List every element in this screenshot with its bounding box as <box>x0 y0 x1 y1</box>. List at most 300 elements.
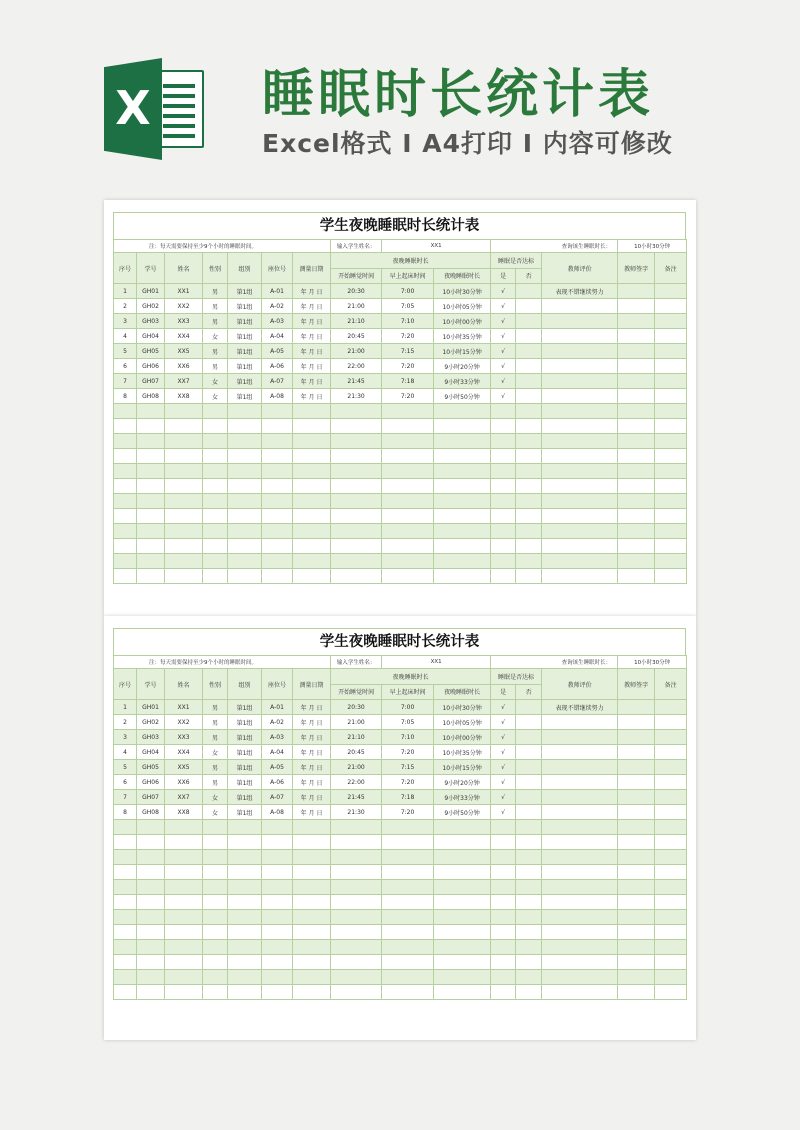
cell-duration[interactable]: 10小时15分钟 <box>434 760 491 775</box>
cell-no[interactable]: 4 <box>114 329 137 344</box>
cell-remark[interactable] <box>655 404 687 419</box>
cell-name[interactable] <box>165 910 203 925</box>
cell-no[interactable]: 7 <box>114 374 137 389</box>
cell-duration[interactable] <box>434 404 491 419</box>
cell-yes[interactable] <box>491 925 516 940</box>
cell-group[interactable] <box>228 419 262 434</box>
cell-duration[interactable] <box>434 524 491 539</box>
cell-date[interactable] <box>293 880 331 895</box>
cell-wake[interactable] <box>382 895 434 910</box>
cell-wake[interactable] <box>382 880 434 895</box>
cell-date[interactable] <box>293 464 331 479</box>
cell-remark[interactable] <box>655 970 687 985</box>
cell-duration[interactable] <box>434 434 491 449</box>
cell-seat[interactable]: A-02 <box>262 715 293 730</box>
cell-id[interactable] <box>137 835 165 850</box>
cell-wake[interactable] <box>382 554 434 569</box>
cell-seat[interactable] <box>262 404 293 419</box>
cell-date[interactable] <box>293 479 331 494</box>
cell-remark[interactable] <box>655 700 687 715</box>
cell-no[interactable]: 6 <box>114 775 137 790</box>
cell-group[interactable] <box>228 449 262 464</box>
cell-remark[interactable] <box>655 985 687 1000</box>
cell-date[interactable] <box>293 494 331 509</box>
cell-duration[interactable] <box>434 940 491 955</box>
cell-gender[interactable] <box>203 820 228 835</box>
cell-eval[interactable] <box>542 449 618 464</box>
cell-wake[interactable]: 7:15 <box>382 760 434 775</box>
cell-yes[interactable] <box>491 494 516 509</box>
cell-gender[interactable] <box>203 419 228 434</box>
cell-eval[interactable] <box>542 970 618 985</box>
cell-group[interactable]: 第1组 <box>228 359 262 374</box>
cell-eval[interactable] <box>542 434 618 449</box>
cell-group[interactable]: 第1组 <box>228 730 262 745</box>
cell-sign[interactable] <box>618 479 655 494</box>
cell-duration[interactable]: 9小时20分钟 <box>434 775 491 790</box>
cell-gender[interactable] <box>203 524 228 539</box>
cell-eval[interactable] <box>542 925 618 940</box>
cell-gender[interactable] <box>203 434 228 449</box>
cell-sign[interactable] <box>618 775 655 790</box>
cell-sign[interactable] <box>618 745 655 760</box>
cell-duration[interactable] <box>434 820 491 835</box>
cell-remark[interactable] <box>655 850 687 865</box>
cell-sign[interactable] <box>618 835 655 850</box>
cell-name[interactable] <box>165 494 203 509</box>
cell-duration[interactable] <box>434 850 491 865</box>
cell-yes[interactable]: √ <box>491 745 516 760</box>
cell-date[interactable]: 年 月 日 <box>293 359 331 374</box>
cell-start[interactable] <box>331 404 382 419</box>
cell-gender[interactable]: 女 <box>203 374 228 389</box>
cell-start[interactable] <box>331 479 382 494</box>
cell-yes[interactable] <box>491 835 516 850</box>
cell-no[interactable] <box>114 925 137 940</box>
cell-id[interactable] <box>137 985 165 1000</box>
cell-group[interactable]: 第1组 <box>228 314 262 329</box>
cell-yes[interactable] <box>491 970 516 985</box>
cell-remark[interactable] <box>655 745 687 760</box>
cell-sign[interactable] <box>618 284 655 299</box>
cell-wake[interactable] <box>382 524 434 539</box>
cell-name[interactable]: XX4 <box>165 745 203 760</box>
cell-sign[interactable] <box>618 404 655 419</box>
cell-group[interactable]: 第1组 <box>228 745 262 760</box>
cell-id[interactable] <box>137 404 165 419</box>
cell-id[interactable] <box>137 569 165 584</box>
cell-no2[interactable] <box>516 389 542 404</box>
cell-no[interactable] <box>114 494 137 509</box>
cell-gender[interactable]: 男 <box>203 715 228 730</box>
cell-sign[interactable] <box>618 970 655 985</box>
cell-no[interactable]: 2 <box>114 299 137 314</box>
cell-date[interactable]: 年 月 日 <box>293 314 331 329</box>
cell-duration[interactable]: 10小时05分钟 <box>434 715 491 730</box>
cell-seat[interactable] <box>262 955 293 970</box>
cell-name[interactable]: XX2 <box>165 715 203 730</box>
cell-yes[interactable] <box>491 434 516 449</box>
cell-no[interactable] <box>114 509 137 524</box>
cell-sign[interactable] <box>618 925 655 940</box>
cell-eval[interactable] <box>542 404 618 419</box>
cell-duration[interactable] <box>434 464 491 479</box>
cell-wake[interactable] <box>382 835 434 850</box>
cell-group[interactable]: 第1组 <box>228 329 262 344</box>
cell-no2[interactable] <box>516 464 542 479</box>
cell-no[interactable] <box>114 835 137 850</box>
cell-id[interactable] <box>137 820 165 835</box>
cell-no2[interactable] <box>516 745 542 760</box>
cell-start[interactable] <box>331 509 382 524</box>
cell-start[interactable] <box>331 925 382 940</box>
cell-wake[interactable]: 7:10 <box>382 314 434 329</box>
cell-name[interactable] <box>165 569 203 584</box>
cell-remark[interactable] <box>655 359 687 374</box>
cell-no[interactable]: 8 <box>114 389 137 404</box>
cell-name[interactable] <box>165 479 203 494</box>
cell-start[interactable]: 20:45 <box>331 329 382 344</box>
cell-eval[interactable] <box>542 985 618 1000</box>
cell-duration[interactable] <box>434 479 491 494</box>
cell-id[interactable] <box>137 850 165 865</box>
cell-name[interactable]: XX3 <box>165 730 203 745</box>
cell-sign[interactable] <box>618 569 655 584</box>
cell-group[interactable] <box>228 539 262 554</box>
cell-no2[interactable] <box>516 539 542 554</box>
cell-yes[interactable] <box>491 524 516 539</box>
cell-start[interactable] <box>331 835 382 850</box>
cell-remark[interactable] <box>655 524 687 539</box>
cell-eval[interactable] <box>542 955 618 970</box>
cell-yes[interactable]: √ <box>491 715 516 730</box>
cell-duration[interactable] <box>434 910 491 925</box>
cell-no[interactable] <box>114 524 137 539</box>
cell-no2[interactable] <box>516 299 542 314</box>
cell-no2[interactable] <box>516 895 542 910</box>
cell-eval[interactable] <box>542 880 618 895</box>
cell-eval[interactable] <box>542 464 618 479</box>
cell-start[interactable] <box>331 970 382 985</box>
cell-start[interactable] <box>331 895 382 910</box>
cell-duration[interactable]: 10小时30分钟 <box>434 284 491 299</box>
cell-seat[interactable] <box>262 539 293 554</box>
cell-eval[interactable] <box>542 760 618 775</box>
cell-yes[interactable] <box>491 479 516 494</box>
cell-date[interactable]: 年 月 日 <box>293 760 331 775</box>
cell-gender[interactable] <box>203 910 228 925</box>
cell-no2[interactable] <box>516 359 542 374</box>
cell-name[interactable] <box>165 404 203 419</box>
cell-eval[interactable] <box>542 524 618 539</box>
cell-duration[interactable] <box>434 985 491 1000</box>
cell-seat[interactable]: A-08 <box>262 805 293 820</box>
cell-wake[interactable] <box>382 509 434 524</box>
cell-no2[interactable] <box>516 790 542 805</box>
cell-name[interactable]: XX4 <box>165 329 203 344</box>
cell-no[interactable] <box>114 895 137 910</box>
cell-wake[interactable]: 7:18 <box>382 790 434 805</box>
cell-sign[interactable] <box>618 955 655 970</box>
cell-name[interactable]: XX2 <box>165 299 203 314</box>
cell-id[interactable] <box>137 509 165 524</box>
cell-remark[interactable] <box>655 284 687 299</box>
cell-seat[interactable]: A-01 <box>262 700 293 715</box>
cell-eval[interactable] <box>542 359 618 374</box>
cell-duration[interactable] <box>434 835 491 850</box>
cell-date[interactable] <box>293 404 331 419</box>
cell-sign[interactable] <box>618 895 655 910</box>
cell-gender[interactable]: 女 <box>203 790 228 805</box>
cell-gender[interactable] <box>203 835 228 850</box>
cell-id[interactable]: GH01 <box>137 700 165 715</box>
cell-eval[interactable] <box>542 715 618 730</box>
cell-gender[interactable] <box>203 404 228 419</box>
cell-sign[interactable] <box>618 760 655 775</box>
cell-date[interactable] <box>293 910 331 925</box>
cell-sign[interactable] <box>618 299 655 314</box>
cell-seat[interactable]: A-02 <box>262 299 293 314</box>
cell-name[interactable] <box>165 554 203 569</box>
cell-remark[interactable] <box>655 820 687 835</box>
cell-no[interactable] <box>114 865 137 880</box>
cell-date[interactable]: 年 月 日 <box>293 284 331 299</box>
cell-sign[interactable] <box>618 940 655 955</box>
cell-id[interactable] <box>137 554 165 569</box>
cell-gender[interactable]: 男 <box>203 359 228 374</box>
cell-seat[interactable] <box>262 820 293 835</box>
cell-wake[interactable]: 7:20 <box>382 329 434 344</box>
cell-duration[interactable]: 10小时30分钟 <box>434 700 491 715</box>
cell-gender[interactable] <box>203 955 228 970</box>
cell-sign[interactable] <box>618 805 655 820</box>
cell-eval[interactable] <box>542 374 618 389</box>
cell-name[interactable] <box>165 449 203 464</box>
cell-gender[interactable] <box>203 940 228 955</box>
cell-no[interactable] <box>114 434 137 449</box>
cell-id[interactable] <box>137 970 165 985</box>
cell-date[interactable] <box>293 835 331 850</box>
cell-start[interactable]: 21:45 <box>331 374 382 389</box>
cell-duration[interactable]: 9小时33分钟 <box>434 374 491 389</box>
cell-yes[interactable]: √ <box>491 329 516 344</box>
cell-date[interactable] <box>293 509 331 524</box>
cell-sign[interactable] <box>618 715 655 730</box>
cell-id[interactable] <box>137 940 165 955</box>
cell-no2[interactable] <box>516 970 542 985</box>
cell-remark[interactable] <box>655 494 687 509</box>
cell-sign[interactable] <box>618 494 655 509</box>
cell-gender[interactable] <box>203 985 228 1000</box>
cell-id[interactable] <box>137 910 165 925</box>
cell-start[interactable] <box>331 524 382 539</box>
cell-id[interactable]: GH01 <box>137 284 165 299</box>
cell-start[interactable]: 21:45 <box>331 790 382 805</box>
cell-remark[interactable] <box>655 344 687 359</box>
cell-eval[interactable]: 表现不错继续努力 <box>542 284 618 299</box>
cell-wake[interactable]: 7:10 <box>382 730 434 745</box>
cell-id[interactable]: GH03 <box>137 730 165 745</box>
cell-name[interactable] <box>165 850 203 865</box>
cell-wake[interactable] <box>382 404 434 419</box>
cell-gender[interactable] <box>203 569 228 584</box>
cell-start[interactable] <box>331 569 382 584</box>
cell-no2[interactable] <box>516 775 542 790</box>
cell-remark[interactable] <box>655 730 687 745</box>
cell-date[interactable] <box>293 985 331 1000</box>
cell-duration[interactable] <box>434 509 491 524</box>
cell-eval[interactable] <box>542 940 618 955</box>
cell-seat[interactable]: A-07 <box>262 374 293 389</box>
cell-name[interactable]: XX6 <box>165 775 203 790</box>
cell-eval[interactable] <box>542 314 618 329</box>
cell-gender[interactable]: 男 <box>203 344 228 359</box>
cell-seat[interactable]: A-07 <box>262 790 293 805</box>
cell-no2[interactable] <box>516 760 542 775</box>
cell-seat[interactable]: A-03 <box>262 730 293 745</box>
cell-seat[interactable]: A-01 <box>262 284 293 299</box>
cell-yes[interactable]: √ <box>491 760 516 775</box>
cell-wake[interactable] <box>382 865 434 880</box>
cell-no2[interactable] <box>516 955 542 970</box>
cell-yes[interactable] <box>491 539 516 554</box>
cell-wake[interactable]: 7:05 <box>382 715 434 730</box>
cell-no[interactable] <box>114 880 137 895</box>
cell-id[interactable] <box>137 955 165 970</box>
cell-duration[interactable]: 10小时00分钟 <box>434 314 491 329</box>
cell-group[interactable] <box>228 850 262 865</box>
cell-gender[interactable]: 女 <box>203 389 228 404</box>
cell-id[interactable] <box>137 880 165 895</box>
cell-gender[interactable]: 男 <box>203 700 228 715</box>
cell-seat[interactable]: A-05 <box>262 760 293 775</box>
cell-no[interactable] <box>114 404 137 419</box>
cell-duration[interactable] <box>434 569 491 584</box>
cell-eval[interactable] <box>542 730 618 745</box>
cell-eval[interactable] <box>542 554 618 569</box>
cell-no[interactable] <box>114 419 137 434</box>
cell-group[interactable]: 第1组 <box>228 760 262 775</box>
cell-eval[interactable] <box>542 494 618 509</box>
cell-yes[interactable]: √ <box>491 700 516 715</box>
cell-yes[interactable] <box>491 464 516 479</box>
cell-date[interactable] <box>293 539 331 554</box>
cell-no[interactable]: 8 <box>114 805 137 820</box>
cell-no2[interactable] <box>516 554 542 569</box>
cell-sign[interactable] <box>618 464 655 479</box>
cell-seat[interactable] <box>262 940 293 955</box>
cell-eval[interactable] <box>542 775 618 790</box>
cell-yes[interactable] <box>491 449 516 464</box>
cell-date[interactable]: 年 月 日 <box>293 805 331 820</box>
cell-gender[interactable] <box>203 865 228 880</box>
cell-seat[interactable] <box>262 970 293 985</box>
cell-wake[interactable] <box>382 970 434 985</box>
cell-wake[interactable]: 7:05 <box>382 299 434 314</box>
cell-no2[interactable] <box>516 494 542 509</box>
cell-yes[interactable] <box>491 569 516 584</box>
cell-duration[interactable]: 9小时33分钟 <box>434 790 491 805</box>
cell-eval[interactable] <box>542 835 618 850</box>
cell-id[interactable] <box>137 925 165 940</box>
cell-group[interactable] <box>228 404 262 419</box>
cell-remark[interactable] <box>655 449 687 464</box>
cell-yes[interactable] <box>491 910 516 925</box>
cell-remark[interactable] <box>655 895 687 910</box>
cell-remark[interactable] <box>655 940 687 955</box>
cell-gender[interactable]: 女 <box>203 805 228 820</box>
cell-eval[interactable] <box>542 745 618 760</box>
cell-start[interactable] <box>331 850 382 865</box>
cell-name[interactable]: XX5 <box>165 760 203 775</box>
cell-no2[interactable] <box>516 985 542 1000</box>
cell-no2[interactable] <box>516 730 542 745</box>
cell-group[interactable] <box>228 835 262 850</box>
cell-no[interactable] <box>114 850 137 865</box>
cell-date[interactable] <box>293 524 331 539</box>
cell-seat[interactable] <box>262 449 293 464</box>
cell-start[interactable] <box>331 539 382 554</box>
cell-wake[interactable]: 7:20 <box>382 805 434 820</box>
cell-sign[interactable] <box>618 434 655 449</box>
cell-no[interactable] <box>114 910 137 925</box>
cell-duration[interactable]: 10小时35分钟 <box>434 745 491 760</box>
cell-gender[interactable]: 男 <box>203 775 228 790</box>
cell-id[interactable]: GH07 <box>137 790 165 805</box>
cell-wake[interactable] <box>382 479 434 494</box>
cell-seat[interactable] <box>262 985 293 1000</box>
cell-no2[interactable] <box>516 314 542 329</box>
cell-group[interactable] <box>228 985 262 1000</box>
cell-name[interactable] <box>165 865 203 880</box>
cell-name[interactable] <box>165 539 203 554</box>
cell-eval[interactable] <box>542 805 618 820</box>
cell-group[interactable]: 第1组 <box>228 284 262 299</box>
cell-gender[interactable] <box>203 539 228 554</box>
cell-gender[interactable] <box>203 880 228 895</box>
cell-name[interactable]: XX5 <box>165 344 203 359</box>
cell-no[interactable]: 1 <box>114 284 137 299</box>
cell-duration[interactable] <box>434 419 491 434</box>
cell-wake[interactable] <box>382 850 434 865</box>
cell-wake[interactable]: 7:15 <box>382 344 434 359</box>
cell-group[interactable] <box>228 554 262 569</box>
cell-remark[interactable] <box>655 760 687 775</box>
cell-start[interactable] <box>331 940 382 955</box>
cell-id[interactable]: GH08 <box>137 805 165 820</box>
cell-start[interactable]: 21:00 <box>331 715 382 730</box>
cell-seat[interactable]: A-06 <box>262 359 293 374</box>
student-name-input[interactable]: XX1 <box>382 656 491 669</box>
cell-name[interactable]: XX1 <box>165 284 203 299</box>
cell-no2[interactable] <box>516 479 542 494</box>
cell-no[interactable] <box>114 955 137 970</box>
cell-start[interactable]: 22:00 <box>331 359 382 374</box>
cell-wake[interactable] <box>382 449 434 464</box>
cell-id[interactable]: GH04 <box>137 745 165 760</box>
cell-id[interactable] <box>137 524 165 539</box>
cell-duration[interactable]: 9小时20分钟 <box>434 359 491 374</box>
cell-id[interactable] <box>137 449 165 464</box>
cell-name[interactable]: XX3 <box>165 314 203 329</box>
cell-remark[interactable] <box>655 805 687 820</box>
cell-no2[interactable] <box>516 509 542 524</box>
cell-sign[interactable] <box>618 419 655 434</box>
cell-id[interactable] <box>137 434 165 449</box>
cell-duration[interactable] <box>434 925 491 940</box>
cell-start[interactable]: 21:30 <box>331 805 382 820</box>
cell-remark[interactable] <box>655 554 687 569</box>
